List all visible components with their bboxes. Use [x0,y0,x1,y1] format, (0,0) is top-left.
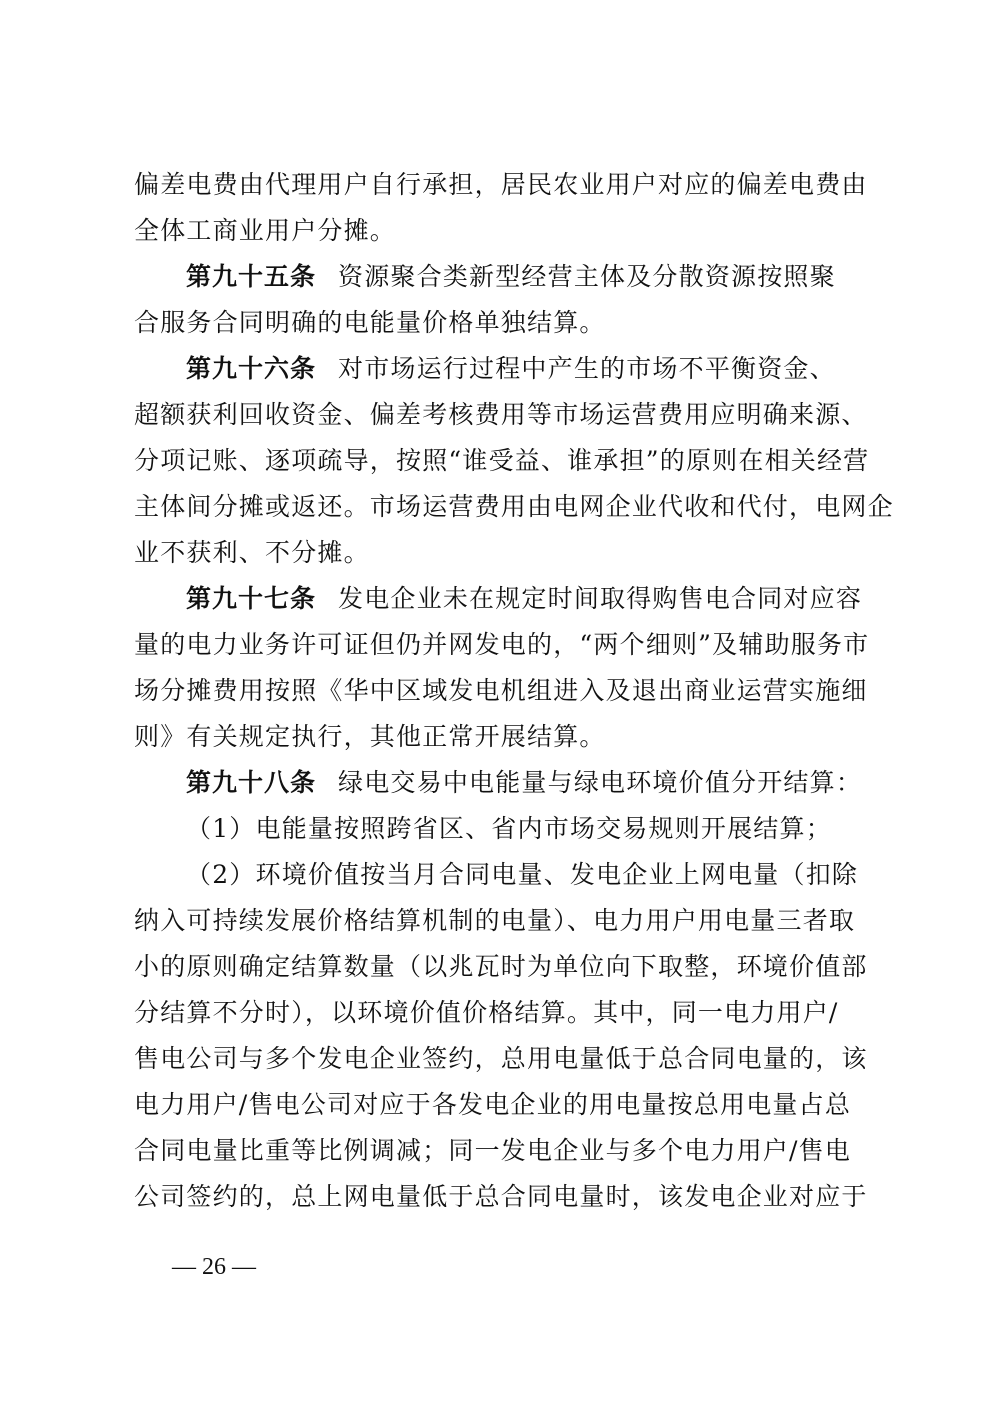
article-heading: 第九十八条 [186,768,317,797]
text-line: 偏差电费由代理用户自行承担，居民农业用户对应的偏差电费由 [134,170,868,199]
text-line: 公司签约的，总上网电量低于总合同电量时，该发电企业对应于 [134,1182,868,1211]
article-98: 第九十八条 绿电交易中电能量与绿电环境价值分开结算： [186,768,863,797]
article-97: 第九十七条 发电企业未在规定时间取得购售电合同对应容 [186,584,863,613]
text-line: 业不获利、不分摊。 [134,538,370,567]
article-heading: 第九十七条 [186,584,317,613]
text-line: 则》有关规定执行，其他正常开展结算。 [134,722,606,751]
text-line: 主体间分摊或返还。市场运营费用由电网企业代收和代付，电网企 [134,492,894,521]
text-line: 分结算不分时），以环境价值价格结算。其中，同一电力用户/ [134,998,839,1027]
text-line: 全体工商业用户分摊。 [134,216,397,245]
text-line: 量的电力业务许可证但仍并网发电的，“两个细则”及辅助服务市 [134,630,870,659]
article-96: 第九十六条 对市场运行过程中产生的市场不平衡资金、 [186,354,836,383]
article-95: 第九十五条 资源聚合类新型经营主体及分散资源按照聚 [186,262,836,291]
text-line: 场分摊费用按照《华中区域发电机组进入及退出商业运营实施细 [134,676,868,705]
text-line: 小的原则确定结算数量（以兆瓦时为单位向下取整，环境价值部 [134,952,868,981]
text-line: 电力用户/售电公司对应于各发电企业的用电量按总用电量占总 [134,1090,852,1119]
text-line: 纳入可持续发展价格结算机制的电量）、电力用户用电量三者取 [134,906,856,935]
text-line: 售电公司与多个发电企业签约，总用电量低于总合同电量的，该 [134,1044,868,1073]
text-line: 分项记账、逐项疏导，按照“谁受益、谁承担”的原则在相关经营 [134,446,870,475]
list-item: （2）环境价值按当月合同电量、发电企业上网电量（扣除 [186,860,859,889]
article-heading: 第九十五条 [186,262,317,291]
text-line: 合同电量比重等比例调减；同一发电企业与多个电力用户/售电 [134,1136,852,1165]
list-item: （1）电能量按照跨省区、省内市场交易规则开展结算； [186,814,832,843]
article-heading: 第九十六条 [186,354,317,383]
text-line: 超额获利回收资金、偏差考核费用等市场运营费用应明确来源、 [134,400,868,429]
page-number: — 26 — [172,1254,256,1280]
text-line: 合服务合同明确的电能量价格单独结算。 [134,308,606,337]
